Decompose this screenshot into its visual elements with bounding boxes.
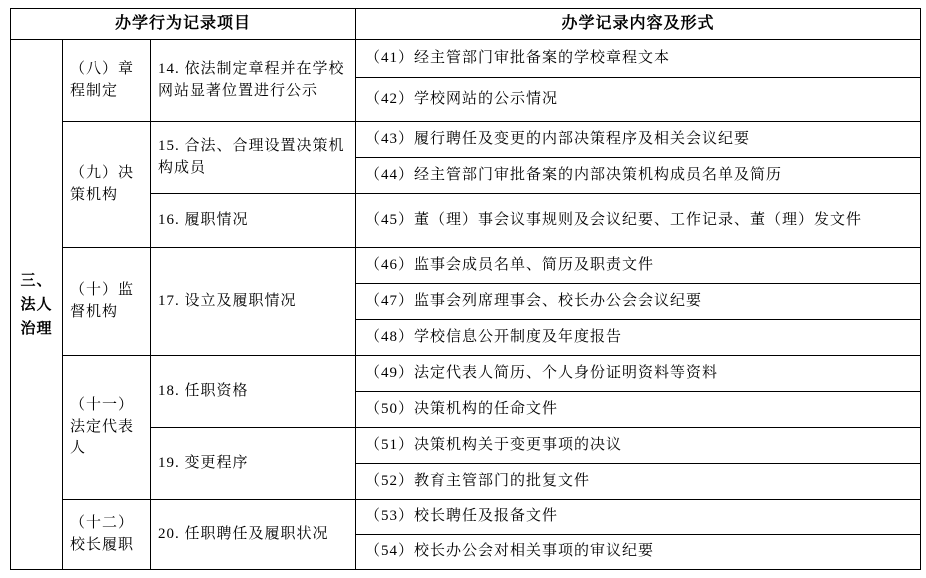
- record-47: （47）监事会列席理事会、校长办公会会议纪要: [356, 284, 921, 320]
- category-11: （十一）法定代表人: [63, 356, 151, 500]
- header-right: 办学记录内容及形式: [356, 9, 921, 40]
- table-row: [11, 40, 921, 78]
- table-row: [11, 356, 921, 392]
- records-table: [10, 8, 921, 570]
- item-20: 20. 任职聘任及履职状况: [151, 500, 356, 570]
- table-row: [11, 122, 921, 158]
- category-10: （十）监督机构: [63, 248, 151, 356]
- item-19: 19. 变更程序: [151, 428, 356, 500]
- category-9: （九）决策机构: [63, 122, 151, 248]
- item-14: 14. 依法制定章程并在学校网站显著位置进行公示: [151, 40, 356, 122]
- category-8: （八）章程制定: [63, 40, 151, 122]
- record-50: （50）决策机构的任命文件: [356, 392, 921, 428]
- record-54: （54）校长办公会对相关事项的审议纪要: [356, 535, 921, 570]
- record-41: （41）经主管部门审批备案的学校章程文本: [356, 40, 921, 78]
- category-12: （十二）校长履职: [63, 500, 151, 570]
- record-48: （48）学校信息公开制度及年度报告: [356, 320, 921, 356]
- record-44: （44）经主管部门审批备案的内部决策机构成员名单及简历: [356, 158, 921, 194]
- item-18: 18. 任职资格: [151, 356, 356, 428]
- table-row: [11, 248, 921, 284]
- record-42: （42）学校网站的公示情况: [356, 78, 921, 122]
- table-row: [11, 500, 921, 535]
- record-45: （45）董（理）事会议事规则及会议纪要、工作记录、董（理）发文件: [356, 194, 921, 248]
- record-52: （52）教育主管部门的批复文件: [356, 464, 921, 500]
- section-label: 三、法人治理: [11, 40, 63, 570]
- record-43: （43）履行聘任及变更的内部决策程序及相关会议纪要: [356, 122, 921, 158]
- table-header-row: [11, 9, 921, 40]
- item-17: 17. 设立及履职情况: [151, 248, 356, 356]
- record-53: （53）校长聘任及报备文件: [356, 500, 921, 535]
- record-46: （46）监事会成员名单、简历及职责文件: [356, 248, 921, 284]
- item-15: 15. 合法、合理设置决策机构成员: [151, 122, 356, 194]
- item-16: 16. 履职情况: [151, 194, 356, 248]
- record-51: （51）决策机构关于变更事项的决议: [356, 428, 921, 464]
- record-49: （49）法定代表人简历、个人身份证明资料等资料: [356, 356, 921, 392]
- header-left: 办学行为记录项目: [11, 9, 356, 40]
